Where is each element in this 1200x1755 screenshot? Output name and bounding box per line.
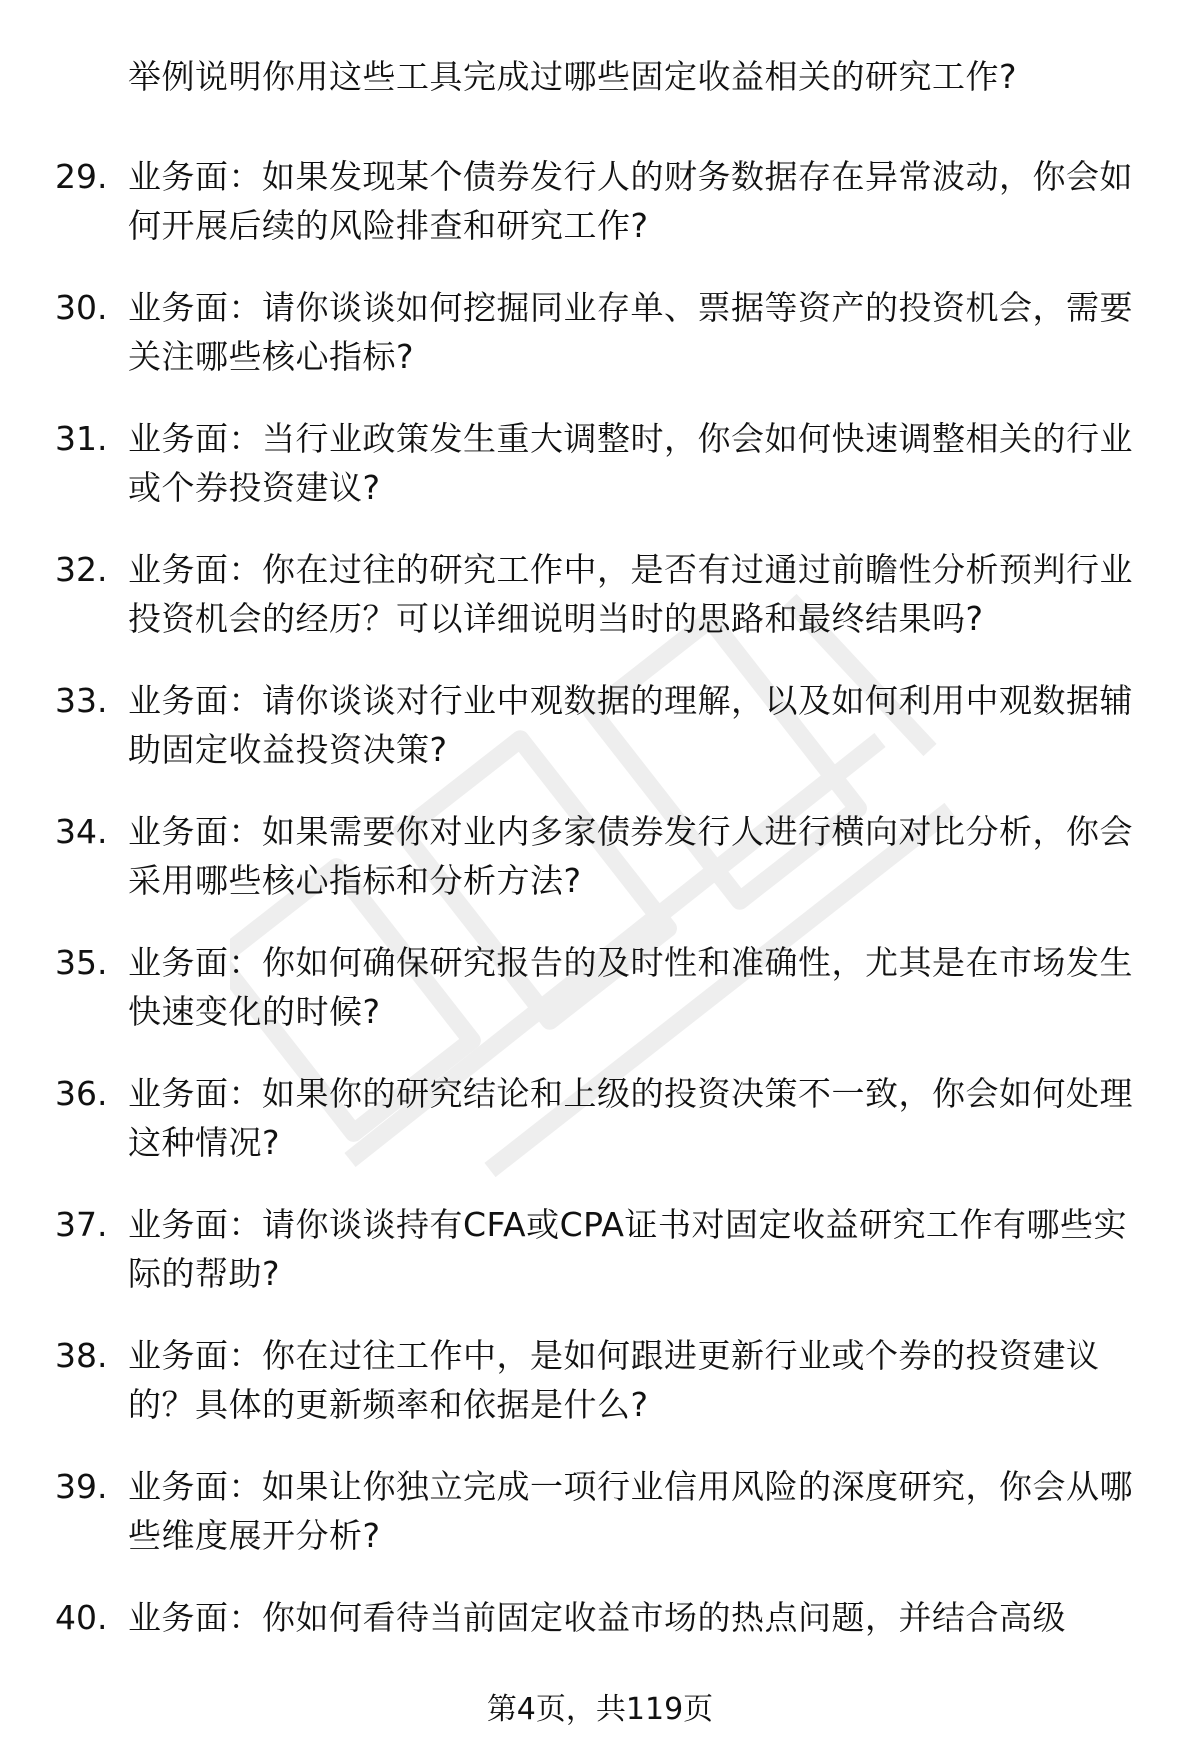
question-number: 30.	[55, 288, 108, 327]
question-number: 37.	[55, 1205, 108, 1244]
question-item-continued	[0, 52, 1200, 152]
question-text: 业务面：当行业政策发生重大调整时，你会如何快速调整相关的行业或个券投资建议?	[128, 419, 1133, 507]
question-item	[0, 676, 1200, 807]
question-number: 38.	[55, 1336, 108, 1375]
question-text: 举例说明你用这些工具完成过哪些固定收益相关的研究工作?	[128, 57, 1018, 96]
question-text: 业务面：如果你的研究结论和上级的投资决策不一致，你会如何处理这种情况?	[128, 1074, 1133, 1162]
question-number: 33.	[55, 681, 108, 720]
question-item	[0, 1462, 1200, 1593]
question-number: 31.	[55, 419, 108, 458]
question-item	[0, 283, 1200, 414]
question-item	[0, 545, 1200, 676]
question-text: 业务面：你如何确保研究报告的及时性和准确性，尤其是在市场发生快速变化的时候?	[128, 943, 1133, 1031]
page-number-footer: 第4页，共119页	[486, 1692, 714, 1727]
question-number: 35.	[55, 943, 108, 982]
question-text: 业务面：你在过往工作中，是如何跟进更新行业或个券的投资建议的？具体的更新频率和依据是什么?	[128, 1336, 1100, 1424]
question-item	[0, 1200, 1200, 1331]
question-number: 29.	[55, 157, 108, 196]
question-number: 34.	[55, 812, 108, 851]
question-text: 业务面：请你谈谈持有CFA或CPA证书对固定收益研究工作有哪些实际的帮助?	[128, 1205, 1127, 1293]
question-text: 业务面：如果让你独立完成一项行业信用风险的深度研究，你会从哪些维度展开分析?	[128, 1467, 1133, 1555]
question-item	[0, 938, 1200, 1069]
question-list	[0, 52, 1200, 1724]
question-item	[0, 1069, 1200, 1200]
question-item	[0, 152, 1200, 283]
question-text: 业务面：你如何看待当前固定收益市场的热点问题，并结合高级	[128, 1598, 1066, 1637]
question-text: 业务面：如果发现某个债券发行人的财务数据存在异常波动，你会如何开展后续的风险排查和研究工作?	[128, 157, 1133, 245]
question-number: 36.	[55, 1074, 108, 1113]
question-number: 32.	[55, 550, 108, 589]
question-text: 业务面：请你谈谈对行业中观数据的理解，以及如何利用中观数据辅助固定收益投资决策?	[128, 681, 1133, 769]
question-number: 40.	[55, 1598, 108, 1637]
question-text: 业务面：请你谈谈如何挖掘同业存单、票据等资产的投资机会，需要关注哪些核心指标?	[128, 288, 1133, 376]
question-text: 业务面：如果需要你对业内多家债券发行人进行横向对比分析，你会采用哪些核心指标和分析方法?	[128, 812, 1133, 900]
question-number: 39.	[55, 1467, 108, 1506]
question-item	[0, 414, 1200, 545]
question-item	[0, 1331, 1200, 1462]
question-item	[0, 807, 1200, 938]
question-text: 业务面：你在过往的研究工作中，是否有过通过前瞻性分析预判行业投资机会的经历？可以详细说明当时的思路和最终结果吗?	[128, 550, 1133, 638]
